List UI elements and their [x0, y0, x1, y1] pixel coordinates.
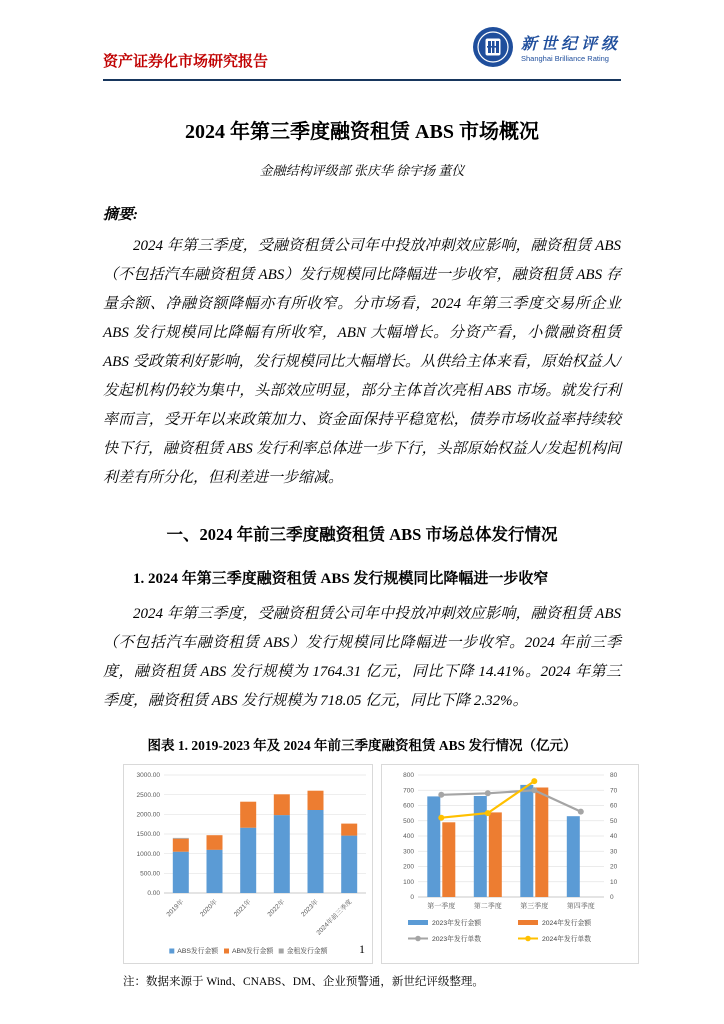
- authors-line: 金融结构评级部 张庆华 徐宇扬 董仪: [259, 163, 465, 178]
- svg-text:2022年: 2022年: [266, 898, 287, 919]
- logo-seal-icon: [472, 26, 514, 73]
- svg-text:10: 10: [610, 878, 618, 886]
- svg-text:2500.00: 2500.00: [136, 791, 160, 799]
- svg-text:0.00: 0.00: [147, 890, 160, 898]
- svg-text:40: 40: [610, 833, 618, 841]
- svg-text:2023年发行单数: 2023年发行单数: [432, 936, 482, 943]
- svg-text:20: 20: [610, 863, 618, 871]
- svg-text:1500.00: 1500.00: [136, 831, 160, 839]
- svg-text:ABN发行金额: ABN发行金额: [232, 948, 274, 955]
- svg-text:2023年发行金额: 2023年发行金额: [432, 920, 482, 927]
- svg-text:2020年: 2020年: [199, 898, 219, 919]
- svg-text:70: 70: [610, 787, 618, 795]
- figure-charts: [123, 764, 621, 964]
- bar-line-chart-svg: [382, 765, 638, 961]
- body-paragraph: 2024 年第三季度，受融资租赁公司年中投放冲刺效应影响，融资租赁 ABS（不包括汽车融资租赁 ABS）发行规模同比降幅进一步收窄。2024 年前三季度，融资租赁 ABS 发行规模为 1764.31 亿元，同比下降 14.41%。2024 年第三季度，融资租赁 ABS 发行规模为 718.05 亿元，同比下降 2.32%。: [103, 606, 621, 709]
- bar-line-chart: [381, 764, 639, 964]
- report-header: [103, 26, 621, 81]
- abstract-paragraph: 2024 年第三季度，受融资租赁公司年中投放冲刺效应影响，融资租赁 ABS（不包括汽车融资租赁 ABS）发行规模同比降幅进一步收窄，融资租赁 ABS 存量余额、净融资额降幅亦有所收窄。分市场看，2024 年第三季度交易所企业 ABS 发行规模同比降幅有所收窄，ABN 大幅增长。分资产看，小微融资租赁 ABS 受政策利好影响，发行规模同比大幅增长。从供给主体来看，原始权益人/发起机构仍较为集中，头部效应明显，部分主体首次亮相 ABS 市场。就发行利率而言，受开年以来政策加力、资金面保持平稳宽松，债券市场收益率持续较快下行，融资租赁 ABS 发行利率总体进一步下行，头部原始权益人/发起机构间利差有所分化，但利差进一步缩减。: [103, 238, 621, 486]
- subsection-heading: 1. 2024 年第三季度融资租赁 ABS 发行规模同比降幅进一步收窄: [133, 571, 549, 587]
- report-type-label: 资产证券化市场研究报告: [103, 53, 269, 70]
- doc-title: 2024 年第三季度融资租赁 ABS 市场概况: [185, 121, 539, 143]
- section-heading: 一、2024 年前三季度融资租赁 ABS 市场总体发行情况: [166, 525, 558, 544]
- svg-text:第四季度: 第四季度: [566, 903, 595, 910]
- svg-text:1000.00: 1000.00: [136, 850, 160, 858]
- svg-text:2024年发行单数: 2024年发行单数: [542, 936, 592, 943]
- svg-text:60: 60: [610, 802, 618, 810]
- svg-text:第三季度: 第三季度: [520, 903, 549, 910]
- svg-text:600: 600: [403, 802, 414, 810]
- svg-text:第一季度: 第一季度: [427, 903, 456, 910]
- brand-logo: [472, 26, 621, 73]
- abstract-label: 摘要:: [103, 207, 138, 223]
- svg-text:100: 100: [403, 878, 414, 886]
- svg-text:800: 800: [403, 772, 414, 780]
- svg-text:50: 50: [610, 817, 618, 825]
- svg-text:400: 400: [403, 833, 414, 841]
- svg-text:30: 30: [610, 848, 618, 856]
- svg-text:2019年: 2019年: [165, 898, 186, 919]
- svg-text:ABS发行金额: ABS发行金额: [177, 948, 219, 955]
- svg-text:2021年: 2021年: [232, 898, 253, 919]
- brand-text: [521, 36, 621, 64]
- svg-text:700: 700: [403, 787, 414, 795]
- svg-text:300: 300: [403, 848, 414, 856]
- svg-text:2024年发行金额: 2024年发行金额: [542, 920, 592, 927]
- svg-text:500: 500: [403, 817, 414, 825]
- brand-name-en: Shanghai Brilliance Rating: [520, 54, 609, 64]
- svg-text:500.00: 500.00: [140, 870, 160, 878]
- svg-text:80: 80: [610, 772, 618, 780]
- page-number: 1: [359, 942, 365, 956]
- figure-caption: 图表 1. 2019-2023 年及 2024 年前三季度融资租赁 ABS 发行情况（亿元）: [147, 738, 577, 753]
- figure-note: 注：数据来源于 Wind、CNABS、DM、企业预警通，新世纪评级整理。: [123, 976, 484, 988]
- stacked-bar-chart: [123, 764, 373, 964]
- svg-text:3000.00: 3000.00: [136, 772, 160, 780]
- svg-text:第二季度: 第二季度: [473, 903, 502, 910]
- stacked-bar-chart-svg: [124, 765, 372, 961]
- svg-text:0: 0: [610, 894, 614, 902]
- svg-text:2000.00: 2000.00: [136, 811, 160, 819]
- svg-text:2023年: 2023年: [300, 898, 320, 919]
- svg-text:0: 0: [410, 894, 414, 902]
- svg-text:金租发行金额: 金租发行金额: [286, 948, 328, 955]
- svg-text:200: 200: [403, 863, 414, 871]
- brand-name-cn: 新世纪评级: [520, 35, 621, 53]
- svg-text:2024年前三季度: 2024年前三季度: [315, 898, 354, 937]
